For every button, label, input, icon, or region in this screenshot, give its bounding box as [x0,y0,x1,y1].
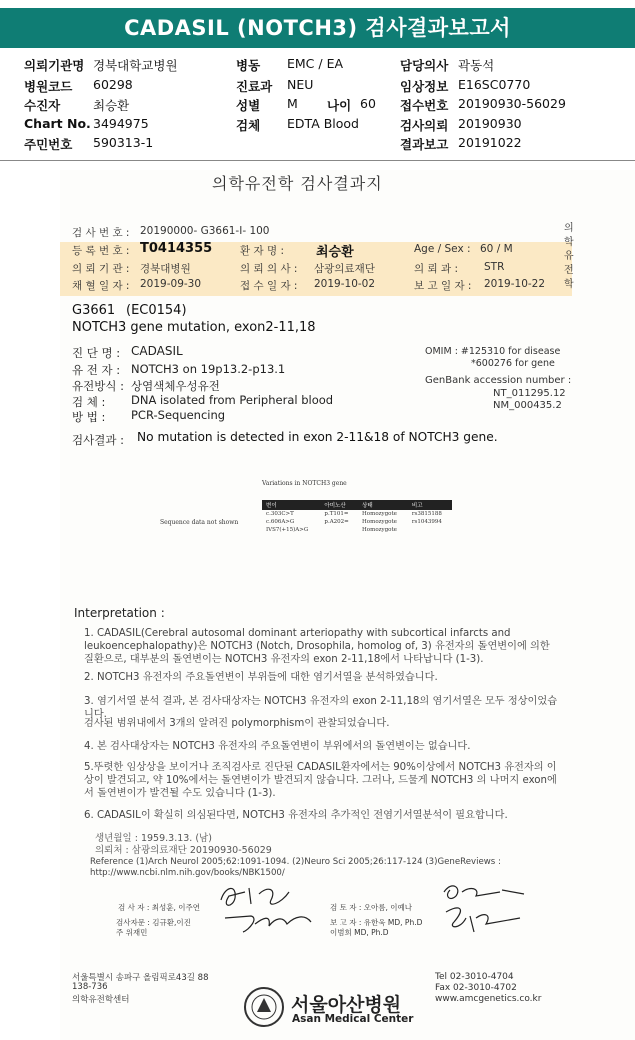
inheritance: 상염색체우성유전 [131,379,220,393]
side-label: 의학유전학 [564,223,574,290]
approver: 보 고 자 : 유한욱 MD, Ph.D 이범희 MD, Ph.D [330,918,423,937]
age-sex-label: Age / Sex : [414,243,471,255]
interpretation-2: 2. NOTCH3 유전자의 주요돌연변이 부위들에 대한 염기서열을 분석하였습니다. [84,672,438,683]
physician-label: 의 뢰 의 사 : [240,263,298,275]
header-value-institution: 경북대학교병원 [93,58,178,73]
header-label-specimen: 검체 [236,118,261,133]
var-cell: rs3815188 [411,511,442,517]
test-code: G3661 [72,303,116,318]
age-sex: 60 / M [480,243,513,255]
interpretation-1: 1. CADASIL(Cerebral autosomal dominant arteriopathy with subcortical infarcts and leukoencephalopathy)은 NOTCH3 (Notch, Drosophila, homolog of, 3) 유전자의 돌연변이에 의한 질환으로, 대부분의 돌연변이는 NOTCH3 유전자의 exon 2-11,18에서 나타납니다 (1-3). [84,628,550,666]
exam-no: 20190000- G3661-I- 100 [140,225,270,237]
patient-name: 최승환 [316,245,354,260]
fax: Fax 02-3010-4702 [435,983,517,993]
interpretation-3b: 검사된 범위내에서 3개의 알려진 polymorphism이 관찰되었습니다. [84,718,390,729]
result-label: 검사결과 : [72,433,124,447]
gene: NOTCH3 on 19p13.2-p13.1 [131,362,286,376]
header-value-clinical-info: E16SC0770 [458,77,531,92]
diagnosis-label: 진 단 명 : [72,346,121,360]
header-value-chart-no: 3494975 [93,116,149,131]
omim: OMIM : #125310 for disease [425,346,561,357]
header-value-receipt-no: 20190930-56029 [458,96,566,111]
header-label-institution: 의뢰기관명 [24,58,85,73]
collect-date-label: 채 혈 일 자 : [72,280,130,292]
header-value-department: NEU [287,77,314,92]
header-value-physician: 곽동석 [458,58,495,73]
var-cell: p.A202= [324,519,349,525]
address-line-1: 서울특별시 송파구 올림픽로43길 88 [72,973,209,983]
reviewer: 검 토 자 : 오아름, 이예나 [330,903,413,912]
scan-title: 의학유전학 검사결과지 [212,174,383,193]
var-cell: Homozygote [362,519,397,525]
supervisor: 검사자문 : 김규환,이진주 위재민 [116,918,191,937]
header-value-age: 60 [360,96,376,111]
report-date-label: 보 고 일 자 : [414,280,472,292]
variations-header-row [262,500,452,510]
referrer: 의뢰처 : 삼광의료재단 20190930-56029 [95,845,272,856]
header-value-resident-no: 590313-1 [93,135,154,150]
reg-no-label: 등 록 번 호 : [72,245,130,257]
website: www.amcgenetics.co.kr [435,994,542,1004]
header-value-report-date: 20191022 [458,135,522,150]
interpretation-3: 3. 염기서열 분석 결과, 본 검사대상자는 NOTCH3 유전자의 exon 2-11,18의 염기서열은 모두 정상이었습니다. [84,696,558,721]
header-value-hospital-code: 60298 [93,77,133,92]
header-value-request-date: 20190930 [458,116,522,131]
table-row [262,526,452,534]
var-cell: p.T101= [324,511,349,517]
header-value-ward: EMC / EA [287,56,344,71]
specimen: DNA isolated from Peripheral blood [131,393,334,407]
header-label-receipt-no: 접수번호 [400,98,449,113]
hospital-name-kr: 서울아산병원 [291,994,402,1016]
address-line-3: 의학유전학센터 [72,995,130,1005]
var-header: 상태 [358,500,408,510]
interpretation-title: Interpretation : [74,606,165,620]
var-cell: c.606A>G [266,519,295,525]
header-label-physician: 담당의사 [400,58,449,73]
header-label-ward: 병동 [236,58,261,73]
header-label-sex: 성별 [236,98,261,113]
var-header: 비고 [408,500,452,510]
collect-date: 2019-09-30 [140,278,202,290]
var-cell: Homozygote [362,527,397,533]
receive-date-label: 접 수 일 자 : [240,280,298,292]
header-value-specimen: EDTA Blood [287,116,359,131]
sequence-note: Sequence data not shown [160,519,239,526]
header-label-patient: 수진자 [24,98,61,113]
interpretation-4: 4. 본 검사대상자는 NOTCH3 유전자의 주요돌연변이 부위에서의 돌연변이는 없습니다. [84,741,471,752]
header-label-hospital-code: 병원코드 [24,79,73,94]
patient-name-label: 환 자 명 : [240,245,284,257]
dept: STR [484,261,505,273]
header-label-resident-no: 주민번호 [24,137,73,152]
interpretation-6: 6. CADASIL이 확실히 의심된다면, NOTCH3 유전자의 추가적인 전염기서열분석이 필요합니다. [84,810,508,821]
var-cell: rs1043994 [411,519,442,525]
table-row [262,518,452,526]
header-label-chart-no: Chart No. [24,116,91,131]
report-title: CADASIL (NOTCH3) 검사결과보고서 [0,8,635,48]
test-code-2: (EC0154) [126,303,187,318]
table-row [262,510,452,518]
genbank-nm: NM_000435.2 [493,400,562,411]
asan-foundation-seal-icon [243,986,285,1028]
var-cell: Homozygote [362,511,397,517]
var-cell [408,526,452,534]
telephone: Tel 02-3010-4704 [435,972,514,982]
header-value-sex: M [287,96,298,111]
examiner-signature [215,878,325,940]
var-header: 변이 [262,500,320,510]
reviewer-signature [440,878,530,940]
inheritance-label: 유전방식 : [72,379,124,393]
birth-date: 생년월일 : 1959.3.13. (남) [95,833,212,844]
exam-no-label: 검 사 번 호 : [72,227,130,239]
var-cell: c.303C>T [266,511,294,517]
method: PCR-Sequencing [131,408,226,422]
genbank-nt: NT_011295.12 [493,388,566,399]
header-label-report-date: 결과보고 [400,137,449,152]
header-divider [0,160,635,161]
examiner: 검 사 자 : 최성훈, 이주연 [118,903,201,912]
specimen-label: 검 체 : [72,395,106,409]
institution-label: 의 뢰 기 관 : [72,263,130,275]
result: No mutation is detected in exon 2-11&18 of NOTCH3 gene. [137,430,498,444]
genbank-label: GenBank accession number : [425,375,572,386]
variations-table [262,500,452,534]
references: Reference (1)Arch Neurol 2005;62:1091-1094. (2)Neuro Sci 2005;26:117-124 (3)GeneReviews : http://www.ncbi.nlm.nih.gov/books/NBK1500/ [90,857,501,879]
receive-date: 2019-10-02 [314,278,376,290]
diagnosis: CADASIL [131,344,183,358]
header-value-patient: 최승환 [93,98,130,113]
institution: 경북대병원 [140,263,191,275]
address-line-2: 138-736 [72,982,108,992]
reg-no: T0414355 [140,241,213,256]
header-label-department: 진료과 [236,79,273,94]
method-label: 방 법 : [72,410,106,424]
header-label-clinical-info: 임상정보 [400,79,449,94]
hospital-name-en: Asan Medical Center [292,1013,414,1025]
physician: 삼광의료재단 [314,263,375,275]
gene-label: 유 전 자 : [72,363,121,377]
header-label-request-date: 검사의뢰 [400,118,449,133]
report-date: 2019-10-22 [484,278,546,290]
var-header: 아미노산 [320,500,358,510]
var-cell: IVS7(+15)A>G [266,527,309,533]
header-label-age: 나이 [327,98,352,113]
interpretation-5: 5.뚜렷한 임상상을 보이거나 조직검사로 진단된 CADASIL환자에서는 90%이상에서 NOTCH3 유전자의 이상이 발견되고, 약 10%에서는 돌연변이가 발견되지 않습니다. 그러나, 드물게 NOTCH3 의 나머지 exon에서 돌연변이가 발견될 수도 있습니다 (1-3). [84,762,557,800]
test-name: NOTCH3 gene mutation, exon2-11,18 [72,320,316,335]
var-cell [320,526,358,534]
dept-label: 의 뢰 과 : [414,263,458,275]
omim-gene: *600276 for gene [471,358,555,369]
variations-caption: Variations in NOTCH3 gene [262,480,347,487]
